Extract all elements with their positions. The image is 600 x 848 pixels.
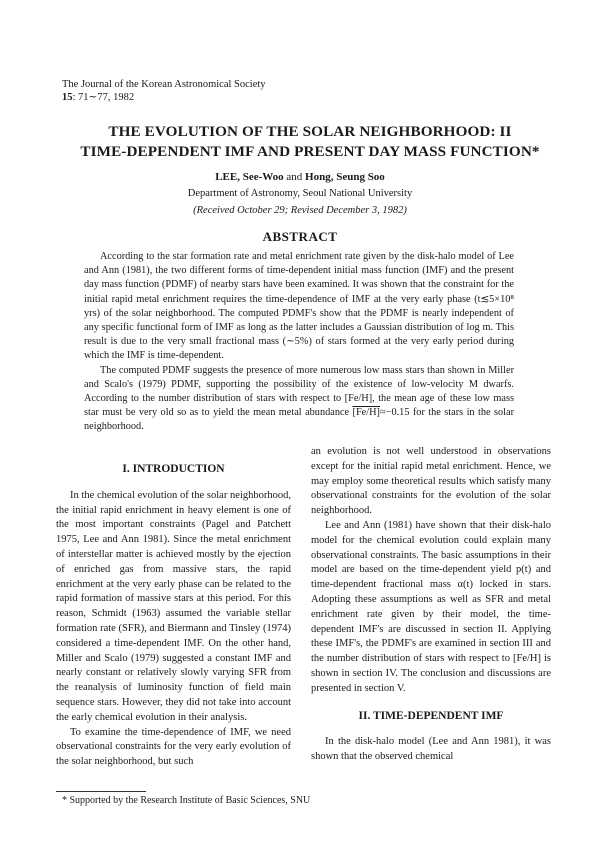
abstract-paragraph-1: According to the star formation rate and metal enrichment rate given by the disk-halo model of Lee and Ann (1981), the two different forms of time-dependent initial mass function (IMF) and the present day mass function (PDMF) of nearby stars have been examined. It was shown that the constraint for the initial rapid metal enrichment requires the time-dependence of IMF at the very early phase (t≲5×10⁸ yrs) of the solar neighborhood. The computed PDMF's show that the PDMF is nearly independent of any specific functional form of IMF as long as the latter includes a Gaussian distribution of log m. This result is due to the very small fractional mass (∼5%) of stars formed at the very early period during which the IMF is time-dependent. [84,251,514,362]
title-line-2: TIME-DEPENDENT IMF AND PRESENT DAY MASS FUNCTION* [80,143,540,160]
footnote: * Supported by the Research Institute of Basic Sciences, SNU [62,795,311,806]
author-list [0,171,600,183]
title-line-1: THE EVOLUTION OF THE SOLAR NEIGHBORHOOD: II [108,123,512,140]
right-column [311,445,551,765]
section-2-paragraph-1: In the disk-halo model (Lee and Ann 1981), it was shown that the observed chemical [311,736,551,763]
author-1: LEE, See-Woo [215,171,284,183]
author-conjunction: and [283,171,306,183]
volume-number: 15 [62,92,73,103]
journal-volume-line [62,91,266,104]
paper-title [40,122,580,162]
abstract-paragraph-2 [84,364,514,435]
page-range: : 71∼77, 1982 [72,92,135,103]
author-2: Hong, Seung Soo [305,171,385,183]
abstract-heading: ABSTRACT [262,229,338,244]
intro-paragraph-3: Lee and Ann (1981) have shown that their disk-halo model for the chemical evolution could explain many observational constraints. The basic assumptions in their model are based on the time-dependent yield p(t) and time-dependent fractional mass α(t) locked in stars. Adopting these assumptions as well as SFR and metal enrichment rate given by their model, the time-dependent IMF's are discussed in section II. Applying these IMF's, the PDMF's are examined in section III and the number distribution of stars with respect to [Fe/H] is shown in section IV. The conclusion and discussions are presented in section V. [311,519,551,694]
abstract-body [84,250,514,435]
section-1-heading: I. INTRODUCTION [122,463,225,475]
affiliation: Department of Astronomy, Seoul National University [187,188,413,199]
footnote-rule [56,791,146,792]
fe-h-overline: [Fe/H] [352,407,380,419]
abstract-p2-text-b: ≈−0.15 for the stars in the solar neighborhood. [84,407,514,433]
intro-paragraph-2: To examine the time-dependence of IMF, we need observational constraints for the very early evolution of the solar neighborhood, but such [56,726,291,768]
journal-name: The Journal of the Korean Astronomical Society [62,79,266,90]
abstract-p2-text-a: The computed PDMF suggests the presence of more numerous low mass stars than shown in Miller and Scalo's (1979) PDMF, supporting the possibility of the existence of low-velocity M dwarfs. According to the number distribution of stars with respect to [Fe/H], the mean age of these low mass star must be very old so as to yield the mean metal abundance [84,364,514,419]
intro-paragraph-continued: an evolution is not well understood in observations except for the initial rapid metal enrichment. Hence, we may employ some theoretical results which satisfy many observational constraints for the evolution of the solar neighborhood. [311,446,551,517]
left-column [56,462,291,770]
journal-header [62,78,266,104]
section-2-heading: II. TIME-DEPENDENT IMF [358,709,504,722]
intro-paragraph-1: In the chemical evolution of the solar neighborhood, the initial rapid enrichment in heavy element is one of the most important constraints (Pagel and Patchett 1975, Lee and Ann 1981). Since the metal enrichment of interstellar matter is achieved mostly by the ejection of enriched gas from massive stars, the rapid enrichment at the very early phase can be related to the rapid formation of massive stars at this period. For this reason, Schmidt (1963) assumed the variable stellar formation rate (SFR), and Biermann and Tinsley (1974) considered a time-dependent IMF. On the other hand, Miller and Scalo (1979) suggested a constant IMF and nearly constant or relatively slowly varying SFR from the reanalysis of luminosity function of field main sequence stars. However, they did not take into account the early chemical evolution in their analysis. [56,489,291,723]
received-dates: (Received October 29; Revised December 3, 1982) [193,205,407,216]
